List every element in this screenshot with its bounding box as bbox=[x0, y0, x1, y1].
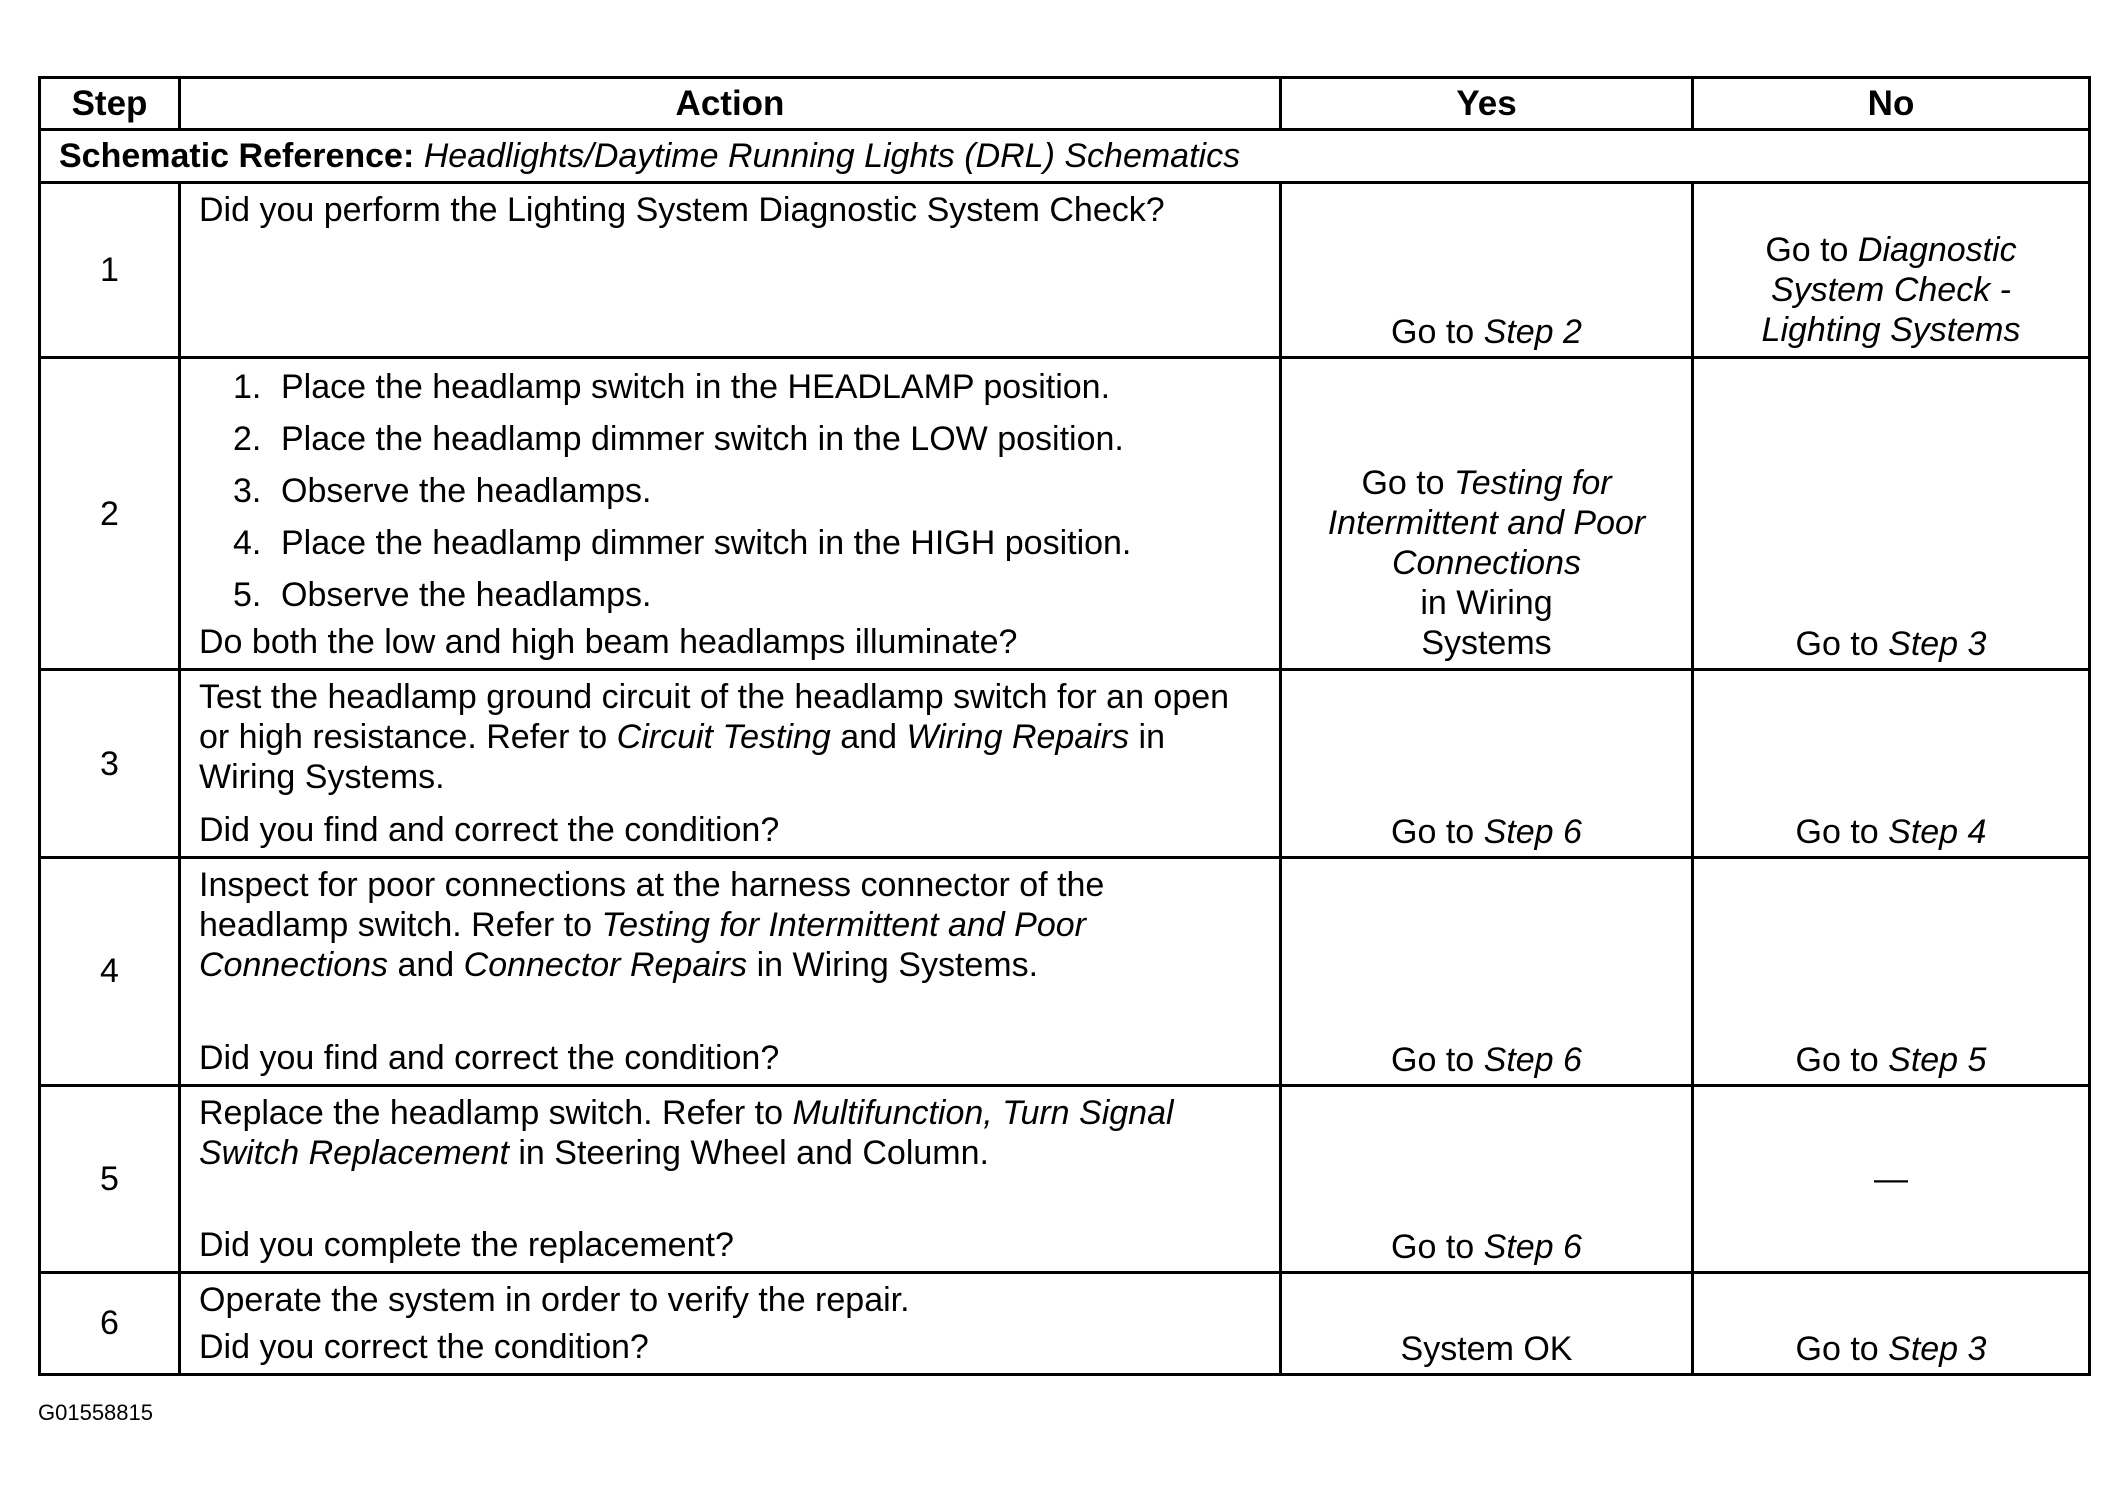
table-row bbox=[40, 670, 2090, 858]
yes-cell bbox=[1281, 358, 1693, 670]
list-item: 4. Place the headlamp dimmer switch in the HIGH position. bbox=[233, 524, 1132, 563]
action-cell bbox=[180, 1085, 1281, 1272]
step-number: 5 bbox=[40, 1085, 180, 1272]
action-cell bbox=[180, 1272, 1281, 1374]
no-cell bbox=[1693, 857, 2090, 1085]
schematic-reference bbox=[40, 130, 2090, 183]
no-cell bbox=[1693, 1272, 2090, 1374]
no-dash: — bbox=[1874, 1159, 1908, 1198]
no-reference: Step 5 bbox=[1888, 1040, 1987, 1079]
no-cell bbox=[1693, 183, 2090, 358]
step-number: 2 bbox=[40, 358, 180, 670]
action-question: Did you find and correct the condition? bbox=[199, 810, 780, 849]
header-action: Action bbox=[180, 78, 1281, 130]
step-number: 3 bbox=[40, 670, 180, 858]
yes-suffix: in Wiring Systems bbox=[1420, 584, 1553, 663]
no-prefix: Go to bbox=[1795, 1040, 1889, 1079]
no-prefix: Go to bbox=[1765, 231, 1858, 270]
action-cell bbox=[180, 358, 1281, 670]
yes-reference: Testing for Intermittent and Poor Connections bbox=[1327, 464, 1646, 583]
yes-prefix: Go to bbox=[1391, 812, 1484, 851]
reference-link: Wiring Repairs bbox=[906, 718, 1130, 757]
no-cell bbox=[1693, 670, 2090, 858]
no-cell bbox=[1693, 1085, 2090, 1272]
reference-link: Testing for Intermittent and Poor Connections bbox=[199, 905, 1086, 984]
step-number: 6 bbox=[40, 1272, 180, 1374]
action-text: Operate the system in order to verify the repair. bbox=[199, 1280, 910, 1319]
reference-link: Circuit Testing bbox=[616, 718, 831, 757]
no-prefix: Go to bbox=[1795, 625, 1889, 664]
no-prefix: Go to bbox=[1795, 812, 1889, 851]
list-item: 5. Observe the headlamps. bbox=[233, 576, 652, 615]
table-row bbox=[40, 857, 2090, 1085]
header-row bbox=[40, 78, 2090, 130]
table-row bbox=[40, 1085, 2090, 1272]
no-cell bbox=[1693, 358, 2090, 670]
yes-text: System OK bbox=[1400, 1330, 1573, 1368]
action-text: Test the headlamp ground circuit of the headlamp switch for an open or high resistance. Refer to Circuit Testing and Wiring Repairs in Wiring Systems. bbox=[199, 678, 1230, 797]
yes-cell bbox=[1281, 857, 1693, 1085]
list-item: 3. Observe the headlamps. bbox=[233, 472, 652, 511]
no-reference: Diagnostic System Check - Lighting Systems bbox=[1761, 231, 2021, 350]
table-row bbox=[40, 1272, 2090, 1374]
schematic-reference-row bbox=[40, 130, 2090, 183]
no-reference: Step 3 bbox=[1888, 625, 1987, 664]
yes-cell bbox=[1281, 183, 1693, 358]
reference-link: Connector Repairs bbox=[463, 945, 748, 984]
yes-prefix: Go to bbox=[1391, 1227, 1484, 1266]
yes-cell bbox=[1281, 1272, 1693, 1374]
header-no: No bbox=[1693, 78, 2090, 130]
diagnostic-table bbox=[38, 76, 2091, 1376]
action-cell bbox=[180, 183, 1281, 358]
action-question: Did you find and correct the condition? bbox=[199, 1038, 780, 1077]
yes-prefix: Go to bbox=[1361, 464, 1455, 503]
action-text: Replace the headlamp switch. Refer to Multifunction, Turn Signal Switch Replacement in Steering Wheel and Column. bbox=[199, 1093, 1174, 1172]
reference-link: Multifunction, Turn Signal Switch Replacement bbox=[199, 1093, 1174, 1172]
yes-prefix: Go to bbox=[1391, 313, 1484, 352]
header-step: Step bbox=[40, 78, 180, 130]
no-prefix: Go to bbox=[1795, 1330, 1889, 1368]
no-reference: Step 3 bbox=[1888, 1330, 1987, 1368]
action-question: Do both the low and high beam headlamps illuminate? bbox=[199, 623, 1018, 662]
action-cell bbox=[180, 670, 1281, 858]
yes-reference: Step 6 bbox=[1483, 1227, 1582, 1266]
action-cell bbox=[180, 857, 1281, 1085]
step-number: 1 bbox=[40, 183, 180, 358]
step-number: 4 bbox=[40, 857, 180, 1085]
yes-reference: Step 6 bbox=[1483, 1040, 1582, 1079]
yes-cell bbox=[1281, 1085, 1693, 1272]
yes-reference: Step 6 bbox=[1483, 812, 1582, 851]
no-reference: Step 4 bbox=[1888, 812, 1987, 851]
table-row bbox=[40, 183, 2090, 358]
figure-code: G01558815 bbox=[38, 1400, 153, 1425]
list-item: 2. Place the headlamp dimmer switch in the LOW position. bbox=[233, 420, 1124, 459]
yes-reference: Step 2 bbox=[1483, 313, 1582, 352]
action-text: Inspect for poor connections at the harness connector of the headlamp switch. Refer to Testing for Intermittent and Poor Connections and Connector Repairs in Wiring Systems. bbox=[199, 865, 1105, 984]
action-question: Did you correct the condition? bbox=[199, 1328, 649, 1366]
schematic-reference-value: Headlights/Daytime Running Lights (DRL) Schematics bbox=[423, 137, 1241, 176]
schematic-reference-label: Schematic Reference: bbox=[59, 137, 415, 176]
action-question: Did you perform the Lighting System Diagnostic System Check? bbox=[199, 191, 1165, 230]
yes-prefix: Go to bbox=[1391, 1040, 1484, 1079]
action-question: Did you complete the replacement? bbox=[199, 1225, 734, 1264]
yes-cell bbox=[1281, 670, 1693, 858]
action-steps-list bbox=[199, 367, 1261, 615]
table-row bbox=[40, 358, 2090, 670]
header-yes: Yes bbox=[1281, 78, 1693, 130]
list-item: 1. Place the headlamp switch in the HEADLAMP position. bbox=[233, 368, 1111, 407]
